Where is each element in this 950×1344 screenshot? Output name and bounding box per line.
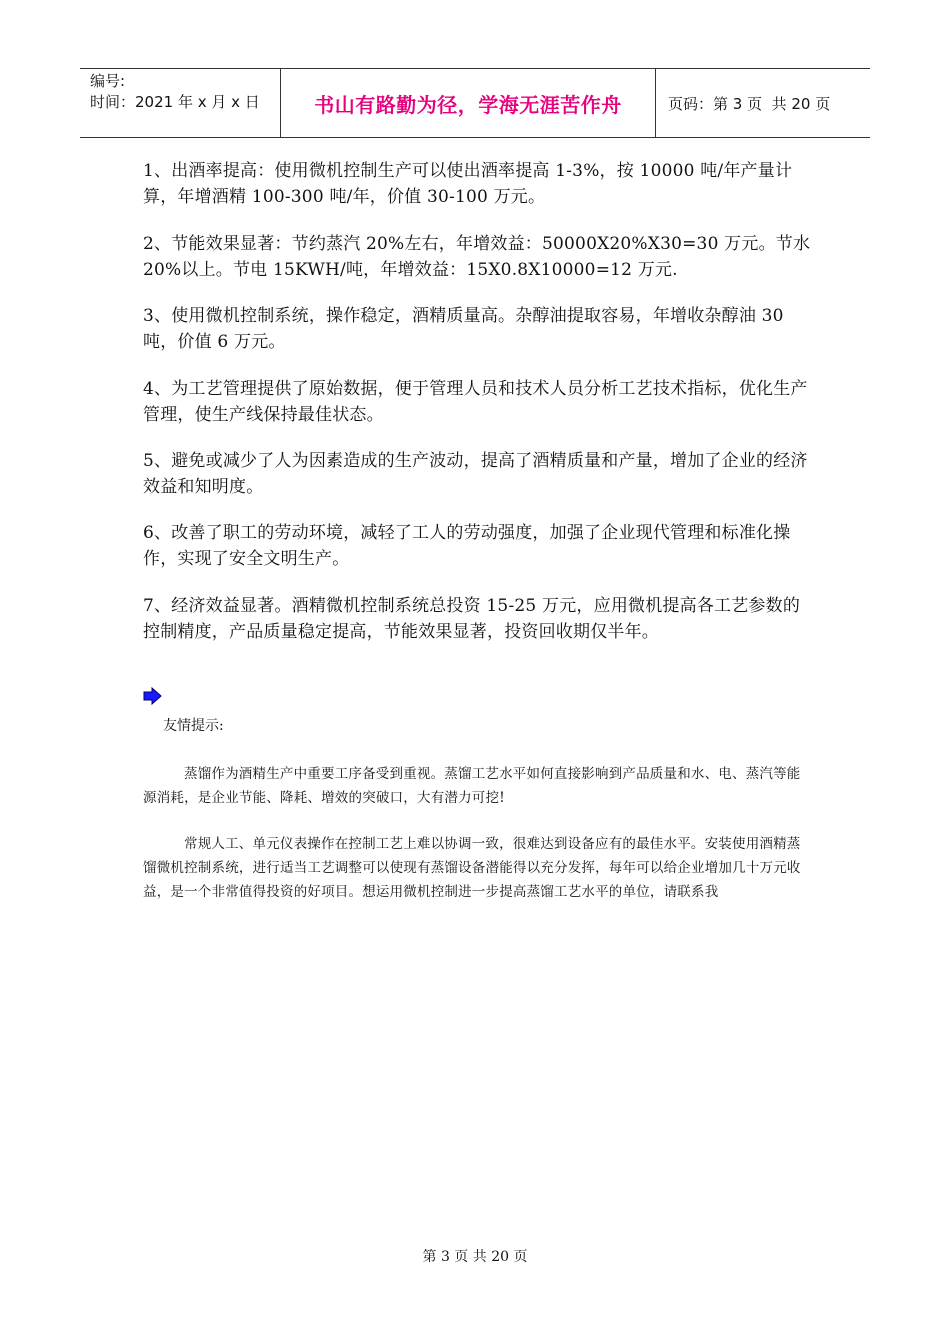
paragraph-7: 7、经济效益显著。酒精微机控制系统总投资 15-25 万元，应用微机提高各工艺参数的控制精度，产品质量稳定提高，节能效果显著，投资回收期仅半年。 [143,596,801,642]
header-page [656,69,870,137]
paragraph-3: 3、使用微机控制系统，操作稳定，酒精质量高。杂醇油提取容易，年增收杂醇油 30 吨，价值 6 万元。 [143,306,784,352]
header-meta [80,69,281,137]
page-header [80,68,870,138]
tip-title: 友情提示: [163,718,224,734]
page-footer: 第 3 页 共 20 页 [422,1249,528,1265]
page-label: 页码：第 3 页 共 20 页 [668,94,831,113]
paragraph-1: 1、出酒率提高：使用微机控制生产可以使出酒率提高 1-3%，按 10000 吨/年产量计算，年增酒精 100-300 吨/年，价值 30-100 万元。 [143,161,793,207]
arrow-right-icon [143,686,163,706]
number-label: 编号: [90,72,126,90]
tip-paragraph-2: 常规人工、单元仪表操作在控制工艺上难以协调一致，很难达到设备应有的最佳水平。安装使用酒精蒸馏微机控制系统，进行适当工艺调整可以使现有蒸馏设备潜能得以充分发挥，每年可以给企业增加几十万元收益，是一个非常值得投资的好项目。想运用微机控制进一步提高蒸馏工艺水平的单位，请联系我 [143,836,801,900]
paragraph-6: 6、改善了职工的劳动环境，减轻了工人的劳动强度，加强了企业现代管理和标准化操作，实现了安全文明生产。 [143,523,791,569]
date-label: 时间：2021 年 x 月 x 日 [90,93,260,111]
paragraph-5: 5、避免或减少了人为因素造成的生产波动，提高了酒精质量和产量，增加了企业的经济效益和知明度。 [143,451,808,497]
tip-paragraph-1: 蒸馏作为酒精生产中重要工序备受到重视。蒸馏工艺水平如何直接影响到产品质量和水、电、蒸汽等能源消耗，是企业节能、降耗、增效的突破口，大有潜力可挖! [143,766,801,806]
paragraph-2: 2、节能效果显著：节约蒸汽 20%左右，年增效益：50000X20%X30=30 万元。节水 20%以上。节电 15KWH/吨，年增效益：15X0.8X10000=12 万元. [143,234,811,280]
paragraph-4: 4、为工艺管理提供了原始数据，便于管理人员和技术人员分析工艺技术指标，优化生产管理，使生产线保持最佳状态。 [143,379,808,425]
header-motto: 书山有路勤为径，学海无涯苦作舟 [281,69,656,137]
